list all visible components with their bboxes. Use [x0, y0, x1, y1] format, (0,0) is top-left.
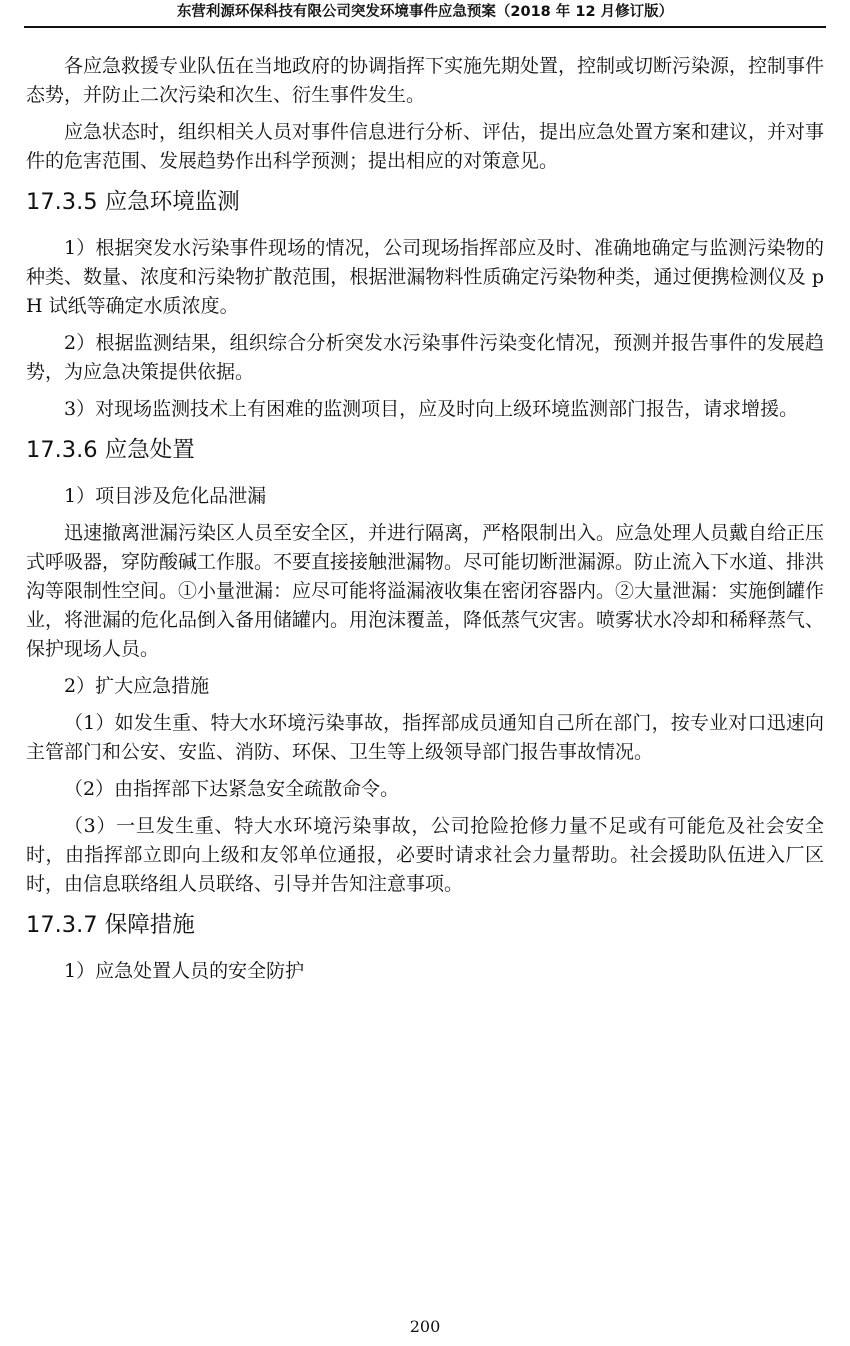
list-item: 1）项目涉及危化品泄漏 [64, 485, 267, 507]
list-item: 1）应急处置人员的安全防护 [64, 960, 305, 982]
paragraph: 各应急救援专业队伍在当地政府的协调指挥下实施先期处置，控制或切断污染源，控制事件态势，并防止二次污染和次生、衍生事件发生。 [26, 55, 825, 106]
list-item: （3）一旦发生重、特大水环境污染事故，公司抢险抢修力量不足或有可能危及社会安全时，由指挥部立即向上级和友邻单位通报，必要时请求社会力量帮助。社会援助队伍进入厂区时，由信息联络组人员联络、引导并告知注意事项。 [26, 815, 824, 895]
page-body [26, 52, 824, 994]
list-item: （2）由指挥部下达紧急安全疏散命令。 [64, 778, 400, 800]
section-heading-17-3-5: 17.3.5 应急环境监测 [26, 189, 240, 215]
page-header: 东营利源环保科技有限公司突发环境事件应急预案（2018 年 12 月修订版） [24, 0, 826, 28]
page-number: 200 [409, 1317, 441, 1336]
paragraph: 迅速撤离泄漏污染区人员至安全区，并进行隔离，严格限制出入。应急处理人员戴自给正压式呼吸器，穿防酸碱工作服。不要直接接触泄漏物。尽可能切断泄漏源。防止流入下水道、排洪沟等限制性空间。①小量泄漏：应尽可能将溢漏液收集在密闭容器内。②大量泄漏：实施倒罐作业，将泄漏的危化品倒入备用储罐内。用泡沫覆盖，降低蒸气灾害。喷雾状水冷却和稀释蒸气、保护现场人员。 [26, 522, 825, 660]
list-item: 2）根据监测结果，组织综合分析突发水污染事件污染变化情况，预测并报告事件的发展趋势，为应急决策提供依据。 [26, 332, 824, 383]
list-item: 3）对现场监测技术上有困难的监测项目，应及时向上级环境监测部门报告，请求增援。 [64, 398, 799, 420]
list-item: 1）根据突发水污染事件现场的情况，公司现场指挥部应及时、准确地确定与监测污染物的种类、数量、浓度和污染物扩散范围，根据泄漏物料性质确定污染物种类，通过便携检测仪及 pH 试纸等确定水质浓度。 [26, 237, 824, 317]
list-item: 2）扩大应急措施 [64, 675, 210, 697]
list-item: （1）如发生重、特大水环境污染事故，指挥部成员通知自己所在部门，按专业对口迅速向主管部门和公安、安监、消防、环保、卫生等上级领导部门报告事故情况。 [26, 712, 824, 763]
paragraph: 应急状态时，组织相关人员对事件信息进行分析、评估，提出应急处置方案和建议，并对事件的危害范围、发展趋势作出科学预测；提出相应的对策意见。 [26, 121, 825, 172]
section-heading-17-3-6: 17.3.6 应急处置 [26, 437, 195, 463]
section-heading-17-3-7: 17.3.7 保障措施 [26, 912, 195, 938]
